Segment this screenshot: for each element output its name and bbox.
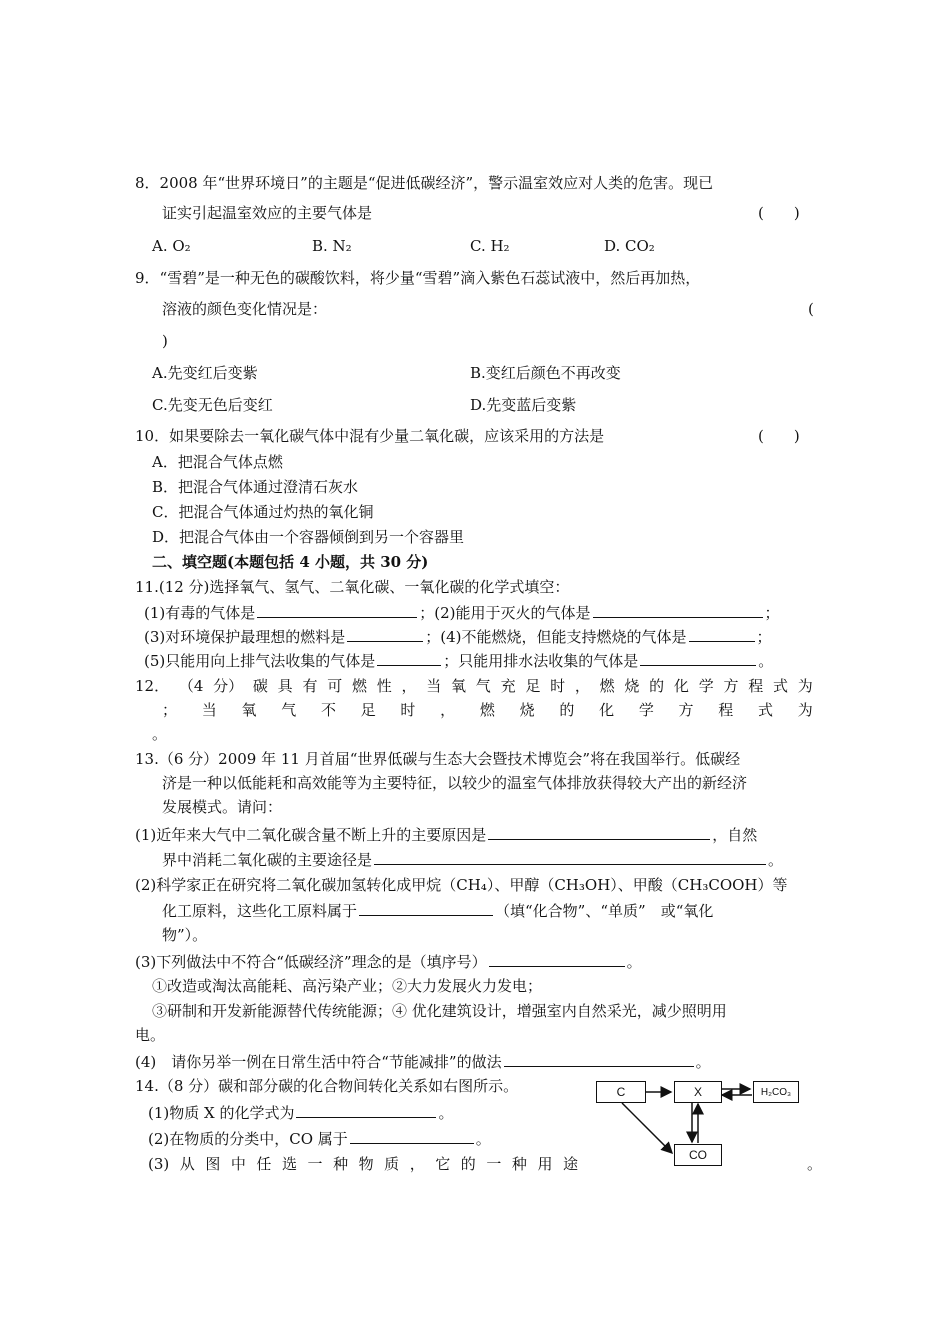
q11-row3-end: 。 (758, 652, 774, 670)
q12-line1-char: ， (574, 677, 590, 695)
q12-line2-char: 的 (559, 701, 575, 719)
q13-blank-1[interactable] (488, 823, 710, 840)
q9-line2: 溶液的颜色变化情况是： (162, 300, 328, 318)
q13-part4-label: (4) 请你另举一例在日常生活中符合“节能减排”的做法 (135, 1053, 502, 1071)
q8-answer-bracket: ( ) (758, 204, 800, 222)
q13-part1-row1 (135, 823, 757, 846)
q11-blank-6[interactable] (640, 649, 756, 666)
q14-heading: 14.（8 分）碳和部分碳的化合物间转化关系如右图所示。 (135, 1077, 519, 1095)
q12-line2-char: 燃 (479, 701, 495, 719)
q12-line1-char: 程 (748, 677, 764, 695)
q14-part3-char: 途 (562, 1155, 578, 1173)
q8-line2: 证实引起温室效应的主要气体是 (162, 204, 373, 222)
q12-line1-char: 时 (550, 677, 566, 695)
q9-option-d: D.先变蓝后变紫 (470, 396, 577, 414)
q11-row3 (144, 649, 773, 672)
q14-part3-char: 一 (486, 1155, 502, 1173)
q12-line1-char: 烧 (624, 677, 640, 695)
q14-part2-end: 。 (475, 1130, 491, 1148)
node-x: X (674, 1081, 722, 1103)
q14-part3-char: 种 (511, 1155, 527, 1173)
q13-blank-3[interactable] (359, 899, 493, 916)
q12-line3: 。 (152, 725, 168, 743)
q12-line1-char: 分） (213, 677, 244, 695)
q11-part6-label: ；只能用排水法收集的气体是 (443, 652, 639, 670)
q13-line2: 济是一种以低能耗和高效能等为主要特征，以较少的温室气体排放获得较大产出的新经济 (162, 774, 748, 792)
q12-line2-char: 烧 (519, 701, 535, 719)
q13-part1-label2: 界中消耗二氧化碳的主要途径是 (162, 851, 373, 869)
q13-part2-row1: (2)科学家正在研究将二氧化碳加氢转化成甲烷（CH₄）、甲醇（CH₃OH）、甲酸（CH₃COOH）等 (135, 876, 788, 894)
q12-line1-char: 碳 (252, 677, 268, 695)
q13-part4-row (135, 1050, 711, 1073)
q11-blank-4[interactable] (689, 625, 755, 642)
q14-part2-row (148, 1127, 491, 1150)
q10-option-a: A．把混合气体点燃 (152, 453, 283, 471)
q12-line1-char: 具 (277, 677, 293, 695)
q12-line2 (162, 699, 813, 721)
q14-part3-char: 任 (256, 1155, 272, 1173)
q12-line2-char: 式 (758, 701, 774, 719)
q12-line1-char: 当 (426, 677, 442, 695)
q14-part3-char: ， (409, 1155, 425, 1173)
q8-line1: 8．2008 年“世界环境日”的主题是“促进低碳经济”，警示温室效应对人类的危害。现已 (135, 174, 714, 192)
q13-blank-4[interactable] (489, 950, 625, 967)
q14-part3-char: 种 (333, 1155, 349, 1173)
q12-line1-char: 的 (649, 677, 665, 695)
carbon-conversion-diagram (592, 1075, 812, 1175)
q14-part3-char: 质 (384, 1155, 400, 1173)
q14-part3-char: 从 (179, 1155, 195, 1173)
arrow-c-to-co (622, 1103, 672, 1153)
q13-part3-item-row3: 电。 (135, 1026, 166, 1044)
q12-line2-char: 当 (201, 701, 217, 719)
q13-part3-end: 。 (626, 953, 642, 971)
q10-answer-bracket: ( ) (758, 427, 800, 445)
q13-part2-hint: （填“化合物”、“单质” 或“氧化 (495, 902, 714, 920)
q14-part3-char: 选 (281, 1155, 297, 1173)
q12-line1-char: 有 (302, 677, 318, 695)
q14-part3-row (148, 1153, 578, 1175)
q12-line2-char: ； (162, 701, 178, 719)
q12-line2-char: 足 (360, 701, 376, 719)
q12-line2-char: 化 (599, 701, 615, 719)
q12-line2-char: 不 (320, 701, 336, 719)
q12-line1-char: 化 (673, 677, 689, 695)
q12-line1-char: 燃 (351, 677, 367, 695)
q10-option-b: B．把混合气体通过澄清石灰水 (152, 478, 359, 496)
q8-option-a: A. O₂ (152, 237, 191, 255)
q11-row2-end: ； (756, 628, 772, 646)
q13-blank-5[interactable] (504, 1050, 694, 1067)
node-h2co3: H₂CO₃ (753, 1081, 799, 1103)
q12-line2-char: 时 (400, 701, 416, 719)
q14-part3-char: (3) (148, 1155, 170, 1173)
q12-line2-char: 氧 (241, 701, 257, 719)
q14-part3-end: 。 (807, 1155, 823, 1173)
q14-part3-char: 一 (307, 1155, 323, 1173)
q14-blank-2[interactable] (350, 1127, 474, 1144)
q12-line2-char: 为 (797, 701, 813, 719)
q9-option-b: B.变红后颜色不再改变 (470, 364, 621, 382)
q12-line1-char: （4 (178, 677, 204, 695)
q12-line1-char: 性 (376, 677, 392, 695)
q13-part4-end: 。 (695, 1053, 711, 1071)
q13-part2-row3: 物”）。 (162, 926, 208, 944)
q12-line1-char: 气 (475, 677, 491, 695)
q11-part5-label: (5)只能用向上排气法收集的气体是 (144, 652, 376, 670)
q9-bracket-close: ) (162, 332, 168, 350)
q9-option-a: A.先变红后变紫 (152, 364, 258, 382)
q12-line2-char: 学 (638, 701, 654, 719)
q13-part1-end: 。 (768, 851, 784, 869)
q13-part2-label: 化工原料，这些化工原料属于 (162, 902, 358, 920)
q11-row1-end: ； (764, 604, 780, 622)
q12-line1-char: 可 (327, 677, 343, 695)
q14-blank-1[interactable] (296, 1101, 436, 1118)
q13-part3-item-row1: ①改造或淘汰高能耗、高污染产业；②大力发展火力发电； (152, 977, 543, 995)
q11-part2-label: ；(2)能用于灭火的气体是 (419, 604, 591, 622)
q12-line1-char: 为 (797, 677, 813, 695)
q11-blank-3[interactable] (347, 625, 423, 642)
q14-part1-end: 。 (438, 1104, 454, 1122)
q12-line1-char: 12． (135, 677, 170, 695)
q14-part1-row (148, 1101, 453, 1124)
q14-part2-label: (2)在物质的分类中，CO 属于 (148, 1130, 348, 1148)
q12-line2-char: 方 (678, 701, 694, 719)
q9-option-c: C.先变无色后变红 (152, 396, 273, 414)
q14-part3-char: 中 (230, 1155, 246, 1173)
q10-option-c: C．把混合气体通过灼热的氧化铜 (152, 503, 374, 521)
q9-line1: 9．“雪碧”是一种无色的碳酸饮料，将少量“雪碧”滴入紫色石蕊试液中，然后再加热， (135, 269, 701, 287)
q12-line1-char: 学 (698, 677, 714, 695)
q11-blank-5[interactable] (377, 649, 441, 666)
node-c: C (596, 1081, 646, 1103)
q13-part3-item-row2: ③研制和开发新能源替代传统能源；④ 优化建筑设计，增强室内自然采光，减少照明用 (152, 1002, 727, 1020)
q8-option-b: B. N₂ (312, 237, 352, 255)
q12-line2-char: ， (440, 701, 456, 719)
q12-line1-char: 方 (723, 677, 739, 695)
q14-part3-char: 用 (537, 1155, 553, 1173)
q12-line1-char: 充 (500, 677, 516, 695)
q12-line1-char: 燃 (599, 677, 615, 695)
node-co: CO (674, 1144, 722, 1166)
q8-option-c: C. H₂ (470, 237, 510, 255)
q11-part3-label: (3)对环境保护最理想的燃料是 (144, 628, 346, 646)
q11-blank-2[interactable] (593, 601, 763, 618)
section-heading: 二、填空题(本题包括 4 小题，共 30 分) (152, 553, 429, 571)
q13-line3: 发展模式。请问： (162, 798, 283, 816)
q8-option-d: D. CO₂ (604, 237, 655, 255)
q11-part4-label: ；(4)不能燃烧，但能支持燃烧的气体是 (425, 628, 687, 646)
q12-line1 (135, 675, 813, 697)
q13-part1-row2 (162, 848, 783, 871)
q9-bracket-open: ( (808, 300, 814, 318)
q11-part1-label: (1)有毒的气体是 (144, 604, 256, 622)
q12-line2-char: 气 (281, 701, 297, 719)
q12-line1-char: 足 (525, 677, 541, 695)
q14-part3-char: 图 (205, 1155, 221, 1173)
q14-part3-char: 它 (435, 1155, 451, 1173)
q11-row2 (144, 625, 772, 648)
q13-part3-row1 (135, 950, 642, 973)
q13-part3-label: (3)下列做法中不符合“低碳经济”理念的是（填序号） (135, 953, 487, 971)
q12-line1-char: 氧 (451, 677, 467, 695)
q12-line2-char: 程 (718, 701, 734, 719)
q13-blank-2[interactable] (374, 848, 766, 865)
q13-part2-row2 (162, 899, 713, 922)
q11-heading: 11.(12 分)选择氧气、氢气、二氧化碳、一氧化碳的化学式填空： (135, 578, 570, 596)
q13-part1-label: (1)近年来大气中二氧化碳含量不断上升的主要原因是 (135, 826, 487, 844)
q10-line1: 10．如果要除去一氧化碳气体中混有少量二氧化碳，应该采用的方法是 (135, 427, 605, 445)
q14-part3-char: 的 (460, 1155, 476, 1173)
q12-line1-char: 式 (772, 677, 788, 695)
q10-option-d: D．把混合气体由一个容器倾倒到另一个容器里 (152, 528, 465, 546)
q14-part1-label: (1)物质 X 的化学式为 (148, 1104, 295, 1122)
q11-blank-1[interactable] (257, 601, 417, 618)
q12-line1-char: ， (401, 677, 417, 695)
q14-part3-char: 物 (358, 1155, 374, 1173)
q13-line1: 13.（6 分）2009 年 11 月首届“世界低碳与生态大会暨技术博览会”将在我国举行。低碳经 (135, 750, 741, 768)
q13-part1-suffix: ，自然 (712, 826, 758, 844)
q11-row1 (144, 601, 780, 624)
